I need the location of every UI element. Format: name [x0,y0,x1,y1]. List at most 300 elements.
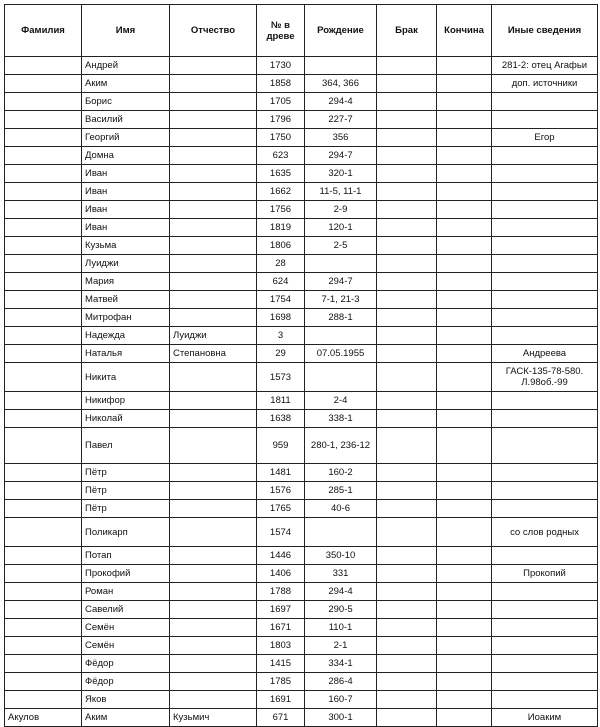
cell-patronymic [170,111,257,129]
cell-name: Кузьма [82,237,170,255]
cell-marriage [377,219,437,237]
cell-death [437,273,492,291]
cell-name: Мария [82,273,170,291]
cell-tree-number: 1785 [257,673,305,691]
header-birth: Рождение [305,5,377,57]
cell-notes [492,273,598,291]
header-surname: Фамилия [5,5,82,57]
cell-surname [5,57,82,75]
cell-death [437,637,492,655]
cell-death [437,565,492,583]
cell-birth: 07.05.1955 [305,345,377,363]
cell-surname [5,691,82,709]
cell-birth: 286-4 [305,673,377,691]
cell-notes [492,655,598,673]
cell-patronymic [170,673,257,691]
cell-name: Аким [82,709,170,727]
cell-notes [492,464,598,482]
cell-tree-number: 1698 [257,309,305,327]
cell-death [437,428,492,464]
cell-patronymic [170,219,257,237]
table-row [5,482,598,500]
cell-birth: 364, 366 [305,75,377,93]
cell-marriage [377,273,437,291]
cell-surname [5,255,82,273]
cell-birth: 290-5 [305,601,377,619]
cell-surname [5,410,82,428]
table-row [5,601,598,619]
cell-marriage [377,291,437,309]
table-row [5,273,598,291]
cell-birth: 160-7 [305,691,377,709]
cell-birth: 11-5, 11-1 [305,183,377,201]
cell-death [437,237,492,255]
table-header [5,5,598,57]
cell-notes [492,428,598,464]
header-death: Кончина [437,5,492,57]
cell-surname [5,464,82,482]
cell-patronymic [170,518,257,547]
cell-name: Иван [82,165,170,183]
cell-marriage [377,327,437,345]
table-row [5,255,598,273]
table-row [5,219,598,237]
cell-tree-number: 29 [257,345,305,363]
cell-patronymic [170,691,257,709]
cell-birth: 7-1, 21-3 [305,291,377,309]
cell-tree-number: 1576 [257,482,305,500]
cell-death [437,464,492,482]
cell-patronymic [170,183,257,201]
cell-name: Семён [82,637,170,655]
cell-notes [492,691,598,709]
cell-patronymic: Кузьмич [170,709,257,727]
cell-patronymic [170,93,257,111]
cell-patronymic [170,619,257,637]
cell-tree-number: 1754 [257,291,305,309]
cell-name: Никифор [82,392,170,410]
header-tree-number: № в древе [257,5,305,57]
cell-patronymic [170,75,257,93]
cell-surname [5,655,82,673]
cell-birth: 2-9 [305,201,377,219]
cell-surname [5,428,82,464]
cell-patronymic [170,583,257,601]
cell-marriage [377,75,437,93]
cell-notes [492,201,598,219]
cell-name: Пётр [82,464,170,482]
cell-notes [492,392,598,410]
cell-death [437,500,492,518]
cell-surname [5,500,82,518]
cell-surname [5,345,82,363]
table-row [5,291,598,309]
table-row [5,309,598,327]
table-row [5,637,598,655]
cell-name: Павел [82,428,170,464]
cell-death [437,655,492,673]
cell-marriage [377,673,437,691]
cell-birth [305,255,377,273]
cell-birth: 40-6 [305,500,377,518]
cell-marriage [377,237,437,255]
cell-notes [492,673,598,691]
cell-birth: 331 [305,565,377,583]
cell-surname [5,93,82,111]
cell-name: Андрей [82,57,170,75]
cell-patronymic [170,129,257,147]
cell-surname [5,219,82,237]
cell-birth: 294-7 [305,273,377,291]
cell-surname [5,673,82,691]
cell-name: Наталья [82,345,170,363]
cell-name: Пётр [82,500,170,518]
cell-surname [5,327,82,345]
table-row [5,147,598,165]
table-row [5,619,598,637]
cell-death [437,255,492,273]
table-row [5,75,598,93]
cell-surname [5,147,82,165]
cell-surname [5,75,82,93]
table-row [5,57,598,75]
table-row [5,547,598,565]
table-row [5,201,598,219]
cell-death [437,392,492,410]
cell-notes: ГАСК-135-78-580. Л.98об.-99 [492,363,598,392]
cell-name: Потап [82,547,170,565]
cell-surname: Акулов [5,709,82,727]
cell-marriage [377,309,437,327]
table-row [5,518,598,547]
cell-death [437,518,492,547]
cell-patronymic [170,291,257,309]
table-row [5,237,598,255]
cell-name: Яков [82,691,170,709]
cell-surname [5,601,82,619]
cell-marriage [377,428,437,464]
cell-tree-number: 1574 [257,518,305,547]
cell-name: Иван [82,183,170,201]
cell-birth: 294-4 [305,93,377,111]
cell-name: Борис [82,93,170,111]
cell-marriage [377,464,437,482]
cell-marriage [377,565,437,583]
cell-name: Семён [82,619,170,637]
cell-death [437,482,492,500]
cell-patronymic [170,464,257,482]
cell-notes [492,291,598,309]
cell-death [437,291,492,309]
cell-tree-number: 1697 [257,601,305,619]
cell-surname [5,363,82,392]
cell-tree-number: 1858 [257,75,305,93]
cell-name: Матвей [82,291,170,309]
cell-patronymic [170,309,257,327]
cell-name: Поликарп [82,518,170,547]
cell-death [437,219,492,237]
cell-birth: 320-1 [305,165,377,183]
cell-patronymic [170,601,257,619]
cell-notes [492,183,598,201]
cell-tree-number: 1635 [257,165,305,183]
cell-notes [492,237,598,255]
table-row [5,673,598,691]
cell-name: Луиджи [82,255,170,273]
cell-tree-number: 959 [257,428,305,464]
cell-patronymic [170,165,257,183]
cell-birth: 356 [305,129,377,147]
cell-birth: 294-4 [305,583,377,601]
cell-patronymic [170,237,257,255]
cell-surname [5,583,82,601]
cell-marriage [377,691,437,709]
cell-death [437,129,492,147]
cell-birth: 110-1 [305,619,377,637]
cell-death [437,57,492,75]
cell-notes [492,255,598,273]
cell-birth [305,327,377,345]
cell-death [437,363,492,392]
cell-surname [5,183,82,201]
cell-tree-number: 3 [257,327,305,345]
table-row [5,583,598,601]
table-row [5,183,598,201]
cell-tree-number: 1806 [257,237,305,255]
table-row [5,709,598,727]
cell-surname [5,201,82,219]
cell-marriage [377,345,437,363]
cell-tree-number: 1811 [257,392,305,410]
cell-notes [492,500,598,518]
cell-death [437,709,492,727]
cell-birth: 334-1 [305,655,377,673]
cell-marriage [377,547,437,565]
cell-marriage [377,201,437,219]
cell-marriage [377,57,437,75]
cell-surname [5,237,82,255]
cell-tree-number: 1730 [257,57,305,75]
cell-notes [492,583,598,601]
cell-patronymic [170,201,257,219]
table-row [5,565,598,583]
cell-marriage [377,655,437,673]
cell-birth [305,518,377,547]
cell-death [437,75,492,93]
cell-surname [5,273,82,291]
cell-notes: Егор [492,129,598,147]
cell-marriage [377,165,437,183]
cell-marriage [377,147,437,165]
cell-patronymic: Луиджи [170,327,257,345]
cell-birth: 288-1 [305,309,377,327]
cell-death [437,619,492,637]
cell-name: Василий [82,111,170,129]
cell-marriage [377,93,437,111]
table-row [5,345,598,363]
cell-notes [492,637,598,655]
cell-birth: 300-1 [305,709,377,727]
table-row [5,111,598,129]
table-row [5,93,598,111]
cell-birth: 350-10 [305,547,377,565]
cell-name: Георгий [82,129,170,147]
cell-marriage [377,129,437,147]
cell-tree-number: 28 [257,255,305,273]
cell-tree-number: 623 [257,147,305,165]
cell-patronymic [170,392,257,410]
cell-birth: 285-1 [305,482,377,500]
cell-patronymic [170,500,257,518]
cell-patronymic [170,547,257,565]
table-row [5,327,598,345]
table-row [5,655,598,673]
cell-birth: 2-1 [305,637,377,655]
cell-death [437,327,492,345]
cell-marriage [377,601,437,619]
cell-birth: 2-4 [305,392,377,410]
cell-notes [492,111,598,129]
header-name: Имя [82,5,170,57]
cell-surname [5,129,82,147]
cell-patronymic [170,273,257,291]
cell-tree-number: 1691 [257,691,305,709]
cell-patronymic [170,482,257,500]
cell-patronymic: Степановна [170,345,257,363]
table-row [5,691,598,709]
cell-tree-number: 1750 [257,129,305,147]
header-patronymic: Отчество [170,5,257,57]
cell-birth: 227-7 [305,111,377,129]
cell-notes [492,410,598,428]
cell-marriage [377,255,437,273]
cell-surname [5,547,82,565]
cell-patronymic [170,565,257,583]
cell-marriage [377,500,437,518]
cell-notes [492,547,598,565]
cell-name: Надежда [82,327,170,345]
cell-death [437,583,492,601]
cell-marriage [377,410,437,428]
cell-death [437,93,492,111]
table-row [5,363,598,392]
table-row [5,165,598,183]
cell-tree-number: 1788 [257,583,305,601]
cell-notes [492,601,598,619]
cell-name: Митрофан [82,309,170,327]
cell-name: Фёдор [82,655,170,673]
cell-surname [5,111,82,129]
cell-tree-number: 1415 [257,655,305,673]
cell-tree-number: 1705 [257,93,305,111]
table-row [5,464,598,482]
cell-name: Фёдор [82,673,170,691]
cell-death [437,673,492,691]
cell-surname [5,482,82,500]
cell-death [437,601,492,619]
cell-name: Савелий [82,601,170,619]
cell-birth: 160-2 [305,464,377,482]
cell-notes: доп. источники [492,75,598,93]
cell-notes [492,619,598,637]
cell-name: Иван [82,219,170,237]
cell-patronymic [170,410,257,428]
cell-notes [492,147,598,165]
cell-notes [492,482,598,500]
cell-name: Аким [82,75,170,93]
cell-notes: Прокопий [492,565,598,583]
cell-death [437,165,492,183]
cell-tree-number: 1819 [257,219,305,237]
cell-patronymic [170,363,257,392]
table-body [5,57,598,727]
cell-name: Прокофий [82,565,170,583]
cell-marriage [377,619,437,637]
cell-death [437,345,492,363]
cell-notes: Иоаким [492,709,598,727]
table-row [5,392,598,410]
cell-name: Николай [82,410,170,428]
cell-surname [5,392,82,410]
cell-name: Никита [82,363,170,392]
cell-tree-number: 1573 [257,363,305,392]
cell-name: Пётр [82,482,170,500]
cell-death [437,201,492,219]
cell-tree-number: 671 [257,709,305,727]
cell-tree-number: 1481 [257,464,305,482]
cell-tree-number: 1638 [257,410,305,428]
cell-notes [492,309,598,327]
table-row [5,428,598,464]
cell-surname [5,565,82,583]
cell-tree-number: 1662 [257,183,305,201]
cell-notes [492,93,598,111]
cell-tree-number: 1803 [257,637,305,655]
cell-birth [305,363,377,392]
cell-surname [5,165,82,183]
cell-birth: 2-5 [305,237,377,255]
cell-birth: 338-1 [305,410,377,428]
cell-tree-number: 1756 [257,201,305,219]
cell-marriage [377,709,437,727]
cell-death [437,111,492,129]
cell-marriage [377,183,437,201]
cell-birth [305,57,377,75]
header-notes: Иные сведения [492,5,598,57]
cell-notes: со слов родных [492,518,598,547]
cell-name: Иван [82,201,170,219]
header-marriage: Брак [377,5,437,57]
cell-death [437,183,492,201]
cell-marriage [377,637,437,655]
cell-death [437,309,492,327]
cell-tree-number: 1796 [257,111,305,129]
cell-surname [5,619,82,637]
cell-surname [5,309,82,327]
cell-birth: 294-7 [305,147,377,165]
cell-tree-number: 1671 [257,619,305,637]
genealogy-table-sheet [4,4,597,727]
cell-tree-number: 1765 [257,500,305,518]
header-row [5,5,598,57]
cell-patronymic [170,255,257,273]
cell-surname [5,637,82,655]
cell-marriage [377,363,437,392]
cell-notes: Андреева [492,345,598,363]
cell-marriage [377,518,437,547]
cell-death [437,691,492,709]
cell-marriage [377,482,437,500]
